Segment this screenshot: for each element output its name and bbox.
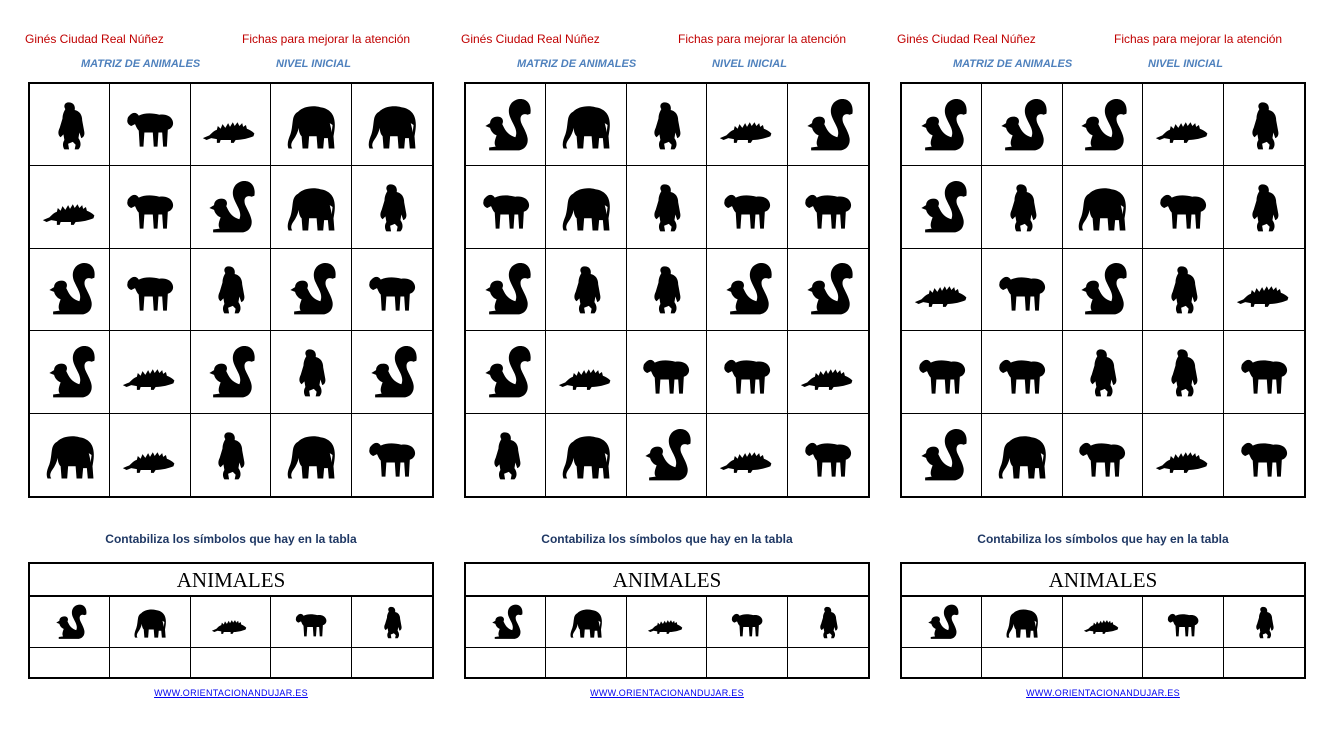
matrix-cell-lamb xyxy=(1224,331,1304,413)
matrix-cell-gorilla xyxy=(191,414,271,496)
hedgehog-icon xyxy=(120,342,180,402)
legend-cell-elephant xyxy=(982,597,1062,647)
matrix-cell-lamb xyxy=(788,414,868,496)
worksheet-subtitle: Fichas para mejorar la atención xyxy=(678,32,847,46)
squirrel-icon xyxy=(1072,259,1132,319)
legend-cell-hedgehog xyxy=(627,597,707,647)
matrix-cell-gorilla xyxy=(191,249,271,331)
count-table xyxy=(28,562,434,679)
matrix-cell-lamb xyxy=(627,331,707,413)
squirrel-icon xyxy=(717,259,777,319)
lamb-icon xyxy=(1234,425,1294,485)
matrix-cell-elephant xyxy=(546,166,626,248)
squirrel-icon xyxy=(912,425,972,485)
squirrel-icon xyxy=(992,95,1052,155)
answer-cell-gorilla[interactable] xyxy=(1224,648,1304,678)
matrix-cell-lamb xyxy=(352,414,432,496)
matrix-cell-gorilla xyxy=(352,166,432,248)
matrix-cell-hedgehog xyxy=(707,414,787,496)
squirrel-icon xyxy=(636,425,696,485)
matrix-cell-hedgehog xyxy=(30,166,110,248)
elephant-icon xyxy=(130,602,170,642)
matrix-cell-gorilla xyxy=(627,166,707,248)
hedgehog-icon xyxy=(717,425,777,485)
legend-cell-lamb xyxy=(1143,597,1223,647)
worksheet-subtitle: Fichas para mejorar la atención xyxy=(1114,32,1283,46)
gorilla-icon xyxy=(1234,95,1294,155)
lamb-icon xyxy=(362,259,422,319)
squirrel-icon xyxy=(40,342,100,402)
lamb-icon xyxy=(798,425,858,485)
author-name: Ginés Ciudad Real Núñez xyxy=(897,32,1036,46)
matrix-cell-lamb xyxy=(110,166,190,248)
gorilla-icon xyxy=(556,259,616,319)
matrix-cell-lamb xyxy=(466,166,546,248)
answer-cell-lamb[interactable] xyxy=(271,648,351,678)
lamb-icon xyxy=(717,342,777,402)
gorilla-icon xyxy=(1153,259,1213,319)
matrix-cell-gorilla xyxy=(466,414,546,496)
matrix-cell-elephant xyxy=(271,166,351,248)
elephant-icon xyxy=(566,602,606,642)
matrix-cell-squirrel xyxy=(466,84,546,166)
level-label: NIVEL INICIAL xyxy=(276,58,351,70)
answer-cell-gorilla[interactable] xyxy=(352,648,432,678)
lamb-icon xyxy=(120,177,180,237)
lamb-icon xyxy=(798,177,858,237)
squirrel-icon xyxy=(476,259,536,319)
hedgehog-icon xyxy=(556,342,616,402)
legend-cell-hedgehog xyxy=(1063,597,1143,647)
legend-cell-squirrel xyxy=(466,597,546,647)
matrix-cell-squirrel xyxy=(271,249,351,331)
gorilla-icon xyxy=(476,425,536,485)
matrix-cell-hedgehog xyxy=(191,84,271,166)
legend-cell-elephant xyxy=(546,597,626,647)
count-table xyxy=(464,562,870,679)
matrix-cell-gorilla xyxy=(546,249,626,331)
lamb-icon xyxy=(727,602,767,642)
matrix-cell-hedgehog xyxy=(546,331,626,413)
website-link[interactable]: WWW.ORIENTACIONANDUJAR.ES xyxy=(1026,688,1180,698)
matrix-cell-elephant xyxy=(982,414,1062,496)
gorilla-icon xyxy=(1244,602,1284,642)
squirrel-icon xyxy=(486,602,526,642)
gorilla-icon xyxy=(1072,342,1132,402)
squirrel-icon xyxy=(798,95,858,155)
answer-cell-gorilla[interactable] xyxy=(788,648,868,678)
hedgehog-icon xyxy=(210,602,250,642)
gorilla-icon xyxy=(40,95,100,155)
lamb-icon xyxy=(120,259,180,319)
matrix-cell-gorilla xyxy=(1224,84,1304,166)
legend-cell-gorilla xyxy=(1224,597,1304,647)
worksheet-2 xyxy=(463,0,871,742)
count-answer-row xyxy=(30,648,432,678)
matrix-cell-lamb xyxy=(788,166,868,248)
matrix-cell-elephant xyxy=(352,84,432,166)
elephant-icon xyxy=(556,95,616,155)
matrix-cell-gorilla xyxy=(1063,331,1143,413)
gorilla-icon xyxy=(372,602,412,642)
worksheet-3 xyxy=(899,0,1307,742)
lamb-icon xyxy=(992,342,1052,402)
gorilla-icon xyxy=(992,177,1052,237)
count-instruction: Contabiliza los símbolos que hay en la tabla xyxy=(977,532,1229,546)
hedgehog-icon xyxy=(717,95,777,155)
matrix-cell-hedgehog xyxy=(110,331,190,413)
squirrel-icon xyxy=(798,259,858,319)
matrix-cell-squirrel xyxy=(788,249,868,331)
author-name: Ginés Ciudad Real Núñez xyxy=(25,32,164,46)
answer-cell-elephant[interactable] xyxy=(546,648,626,678)
count-table-header: ANIMALES xyxy=(902,564,1304,597)
squirrel-icon xyxy=(200,177,260,237)
elephant-icon xyxy=(281,425,341,485)
hedgehog-icon xyxy=(1082,602,1122,642)
gorilla-icon xyxy=(1153,342,1213,402)
matrix-cell-squirrel xyxy=(30,249,110,331)
matrix-cell-elephant xyxy=(1063,166,1143,248)
hedgehog-icon xyxy=(646,602,686,642)
legend-cell-elephant xyxy=(110,597,190,647)
matrix-cell-elephant xyxy=(546,84,626,166)
gorilla-icon xyxy=(200,425,260,485)
gorilla-icon xyxy=(362,177,422,237)
legend-cell-lamb xyxy=(271,597,351,647)
gorilla-icon xyxy=(281,342,341,402)
worksheet-1 xyxy=(27,0,435,742)
gorilla-icon xyxy=(1234,177,1294,237)
squirrel-icon xyxy=(40,259,100,319)
answer-cell-hedgehog[interactable] xyxy=(627,648,707,678)
animal-matrix xyxy=(28,82,434,498)
gorilla-icon xyxy=(636,259,696,319)
matrix-cell-lamb xyxy=(352,249,432,331)
lamb-icon xyxy=(1153,177,1213,237)
lamb-icon xyxy=(912,342,972,402)
answer-cell-elephant[interactable] xyxy=(982,648,1062,678)
hedgehog-icon xyxy=(1153,95,1213,155)
matrix-cell-squirrel xyxy=(352,331,432,413)
matrix-cell-lamb xyxy=(110,84,190,166)
squirrel-icon xyxy=(200,342,260,402)
matrix-cell-elephant xyxy=(271,414,351,496)
matrix-cell-hedgehog xyxy=(1143,84,1223,166)
matrix-cell-lamb xyxy=(110,249,190,331)
matrix-cell-hedgehog xyxy=(788,331,868,413)
matrix-cell-gorilla xyxy=(1224,166,1304,248)
answer-cell-elephant[interactable] xyxy=(110,648,190,678)
answer-cell-squirrel[interactable] xyxy=(902,648,982,678)
elephant-icon xyxy=(362,95,422,155)
elephant-icon xyxy=(1002,602,1042,642)
matrix-cell-lamb xyxy=(982,249,1062,331)
squirrel-icon xyxy=(1072,95,1132,155)
matrix-cell-squirrel xyxy=(902,414,982,496)
matrix-cell-squirrel xyxy=(191,331,271,413)
matrix-cell-lamb xyxy=(1224,414,1304,496)
matrix-cell-lamb xyxy=(902,331,982,413)
squirrel-icon xyxy=(912,95,972,155)
matrix-cell-lamb xyxy=(1143,166,1223,248)
matrix-cell-squirrel xyxy=(466,249,546,331)
gorilla-icon xyxy=(200,259,260,319)
level-label: NIVEL INICIAL xyxy=(1148,58,1223,70)
matrix-cell-hedgehog xyxy=(1224,249,1304,331)
matrix-cell-gorilla xyxy=(627,84,707,166)
matrix-cell-hedgehog xyxy=(707,84,787,166)
matrix-cell-lamb xyxy=(1063,414,1143,496)
elephant-icon xyxy=(992,425,1052,485)
matrix-cell-squirrel xyxy=(466,331,546,413)
matrix-cell-gorilla xyxy=(982,166,1062,248)
legend-cell-hedgehog xyxy=(191,597,271,647)
matrix-cell-elephant xyxy=(546,414,626,496)
matrix-cell-lamb xyxy=(707,331,787,413)
answer-cell-lamb[interactable] xyxy=(1143,648,1223,678)
legend-cell-squirrel xyxy=(30,597,110,647)
matrix-cell-lamb xyxy=(707,166,787,248)
author-name: Ginés Ciudad Real Núñez xyxy=(461,32,600,46)
animal-matrix xyxy=(464,82,870,498)
hedgehog-icon xyxy=(40,177,100,237)
lamb-icon xyxy=(476,177,536,237)
hedgehog-icon xyxy=(912,259,972,319)
matrix-cell-squirrel xyxy=(788,84,868,166)
lamb-icon xyxy=(362,425,422,485)
answer-cell-hedgehog[interactable] xyxy=(1063,648,1143,678)
hedgehog-icon xyxy=(1234,259,1294,319)
matrix-label: MATRIZ DE ANIMALES xyxy=(953,58,1073,70)
answer-cell-hedgehog[interactable] xyxy=(191,648,271,678)
count-answer-row xyxy=(902,648,1304,678)
lamb-icon xyxy=(120,95,180,155)
matrix-cell-gorilla xyxy=(1143,331,1223,413)
count-answer-row xyxy=(466,648,868,678)
matrix-cell-hedgehog xyxy=(902,249,982,331)
matrix-cell-hedgehog xyxy=(110,414,190,496)
hedgehog-icon xyxy=(200,95,260,155)
matrix-cell-elephant xyxy=(271,84,351,166)
count-legend-row xyxy=(30,597,432,648)
matrix-cell-squirrel xyxy=(982,84,1062,166)
hedgehog-icon xyxy=(120,425,180,485)
matrix-cell-gorilla xyxy=(271,331,351,413)
elephant-icon xyxy=(281,95,341,155)
matrix-label: MATRIZ DE ANIMALES xyxy=(81,58,201,70)
worksheet-subtitle: Fichas para mejorar la atención xyxy=(242,32,411,46)
answer-cell-squirrel[interactable] xyxy=(466,648,546,678)
gorilla-icon xyxy=(636,177,696,237)
gorilla-icon xyxy=(636,95,696,155)
count-table-header: ANIMALES xyxy=(30,564,432,597)
matrix-cell-gorilla xyxy=(30,84,110,166)
elephant-icon xyxy=(556,177,616,237)
matrix-label: MATRIZ DE ANIMALES xyxy=(517,58,637,70)
level-label: NIVEL INICIAL xyxy=(712,58,787,70)
count-legend-row xyxy=(466,597,868,648)
elephant-icon xyxy=(281,177,341,237)
lamb-icon xyxy=(1163,602,1203,642)
lamb-icon xyxy=(717,177,777,237)
matrix-cell-gorilla xyxy=(1143,249,1223,331)
count-instruction: Contabiliza los símbolos que hay en la tabla xyxy=(541,532,793,546)
legend-cell-gorilla xyxy=(788,597,868,647)
hedgehog-icon xyxy=(1153,425,1213,485)
elephant-icon xyxy=(1072,177,1132,237)
count-instruction: Contabiliza los símbolos que hay en la tabla xyxy=(105,532,357,546)
squirrel-icon xyxy=(476,95,536,155)
animal-matrix xyxy=(900,82,1306,498)
matrix-cell-lamb xyxy=(982,331,1062,413)
matrix-cell-squirrel xyxy=(627,414,707,496)
count-legend-row xyxy=(902,597,1304,648)
answer-cell-squirrel[interactable] xyxy=(30,648,110,678)
squirrel-icon xyxy=(912,177,972,237)
hedgehog-icon xyxy=(798,342,858,402)
matrix-cell-squirrel xyxy=(1063,249,1143,331)
matrix-cell-hedgehog xyxy=(1143,414,1223,496)
squirrel-icon xyxy=(362,342,422,402)
matrix-cell-squirrel xyxy=(30,331,110,413)
answer-cell-lamb[interactable] xyxy=(707,648,787,678)
matrix-cell-squirrel xyxy=(902,84,982,166)
website-link[interactable]: WWW.ORIENTACIONANDUJAR.ES xyxy=(154,688,308,698)
squirrel-icon xyxy=(476,342,536,402)
matrix-cell-squirrel xyxy=(1063,84,1143,166)
matrix-cell-squirrel xyxy=(902,166,982,248)
count-table-header: ANIMALES xyxy=(466,564,868,597)
squirrel-icon xyxy=(50,602,90,642)
elephant-icon xyxy=(40,425,100,485)
elephant-icon xyxy=(556,425,616,485)
matrix-cell-elephant xyxy=(30,414,110,496)
count-table xyxy=(900,562,1306,679)
matrix-cell-squirrel xyxy=(707,249,787,331)
legend-cell-lamb xyxy=(707,597,787,647)
squirrel-icon xyxy=(922,602,962,642)
lamb-icon xyxy=(1072,425,1132,485)
legend-cell-gorilla xyxy=(352,597,432,647)
lamb-icon xyxy=(1234,342,1294,402)
matrix-cell-squirrel xyxy=(191,166,271,248)
lamb-icon xyxy=(636,342,696,402)
lamb-icon xyxy=(291,602,331,642)
lamb-icon xyxy=(992,259,1052,319)
legend-cell-squirrel xyxy=(902,597,982,647)
gorilla-icon xyxy=(808,602,848,642)
website-link[interactable]: WWW.ORIENTACIONANDUJAR.ES xyxy=(590,688,744,698)
matrix-cell-gorilla xyxy=(627,249,707,331)
squirrel-icon xyxy=(281,259,341,319)
